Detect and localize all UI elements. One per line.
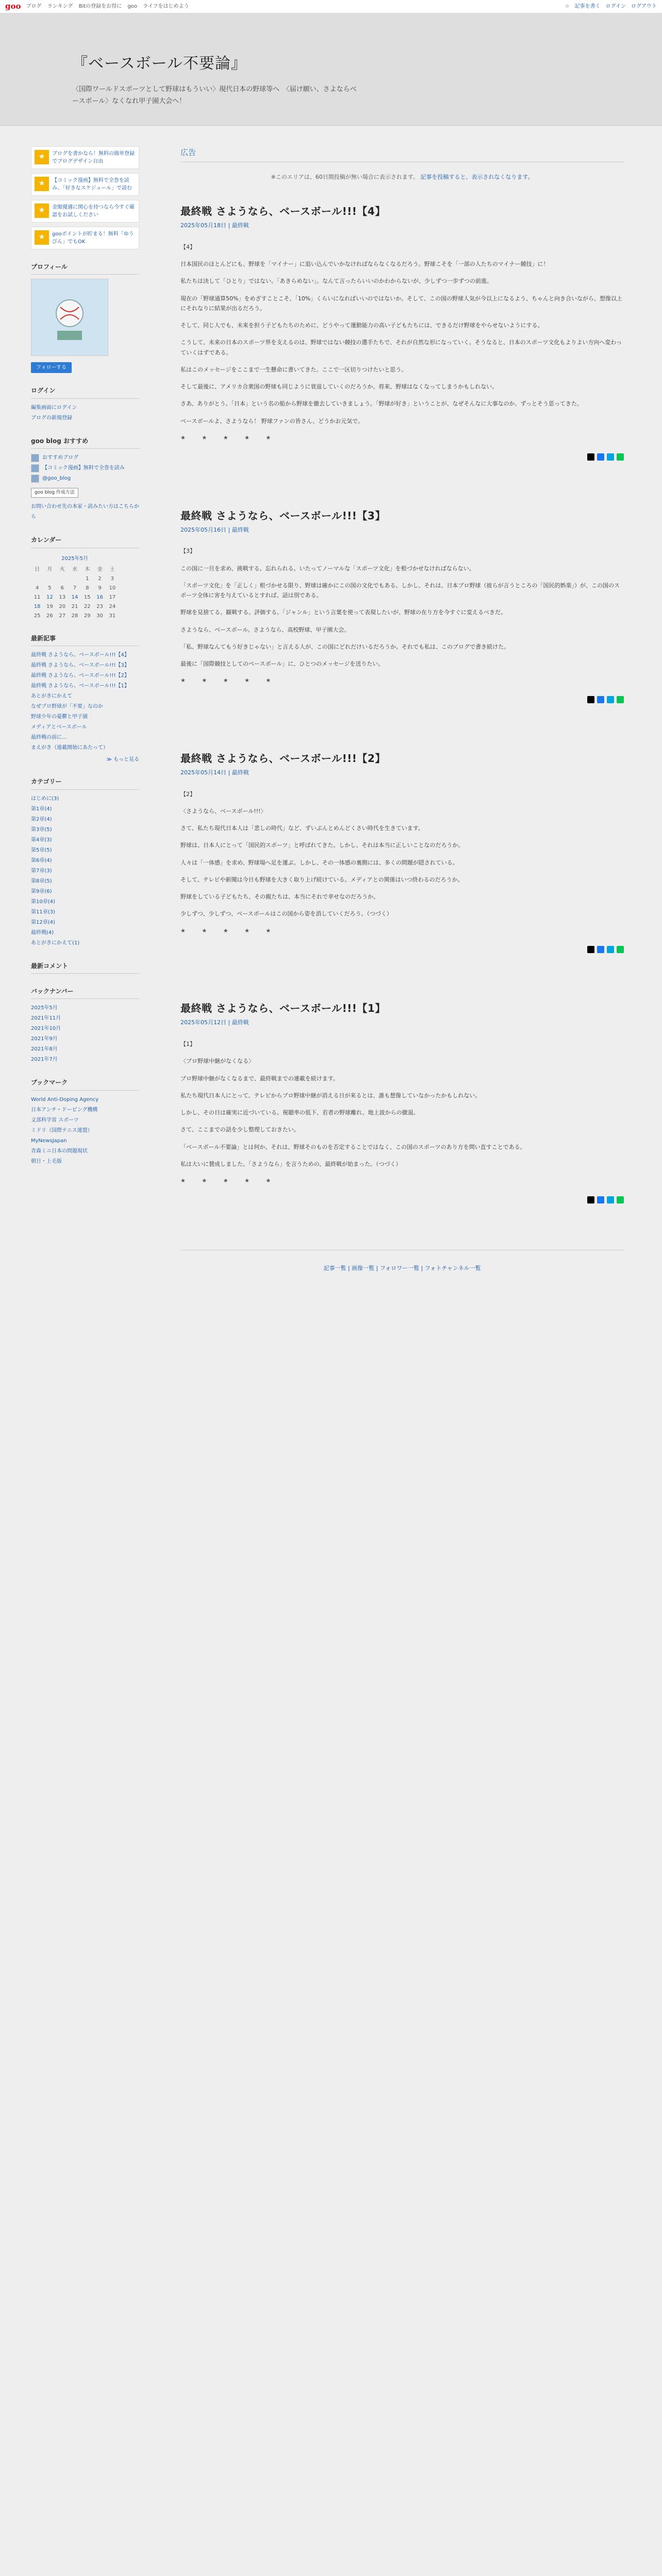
entry-meta[interactable]: 2025年05月16日 | 最終戦 — [180, 526, 249, 533]
account-links — [565, 2, 657, 11]
category-link[interactable]: 第3章(5) — [31, 826, 52, 833]
global-link[interactable]: Bitの登録をお得に — [78, 4, 122, 9]
pr-item[interactable] — [31, 173, 139, 196]
calendar-day: 13 — [59, 595, 66, 601]
goo-logo[interactable]: goo — [5, 1, 21, 11]
share-buttons — [180, 696, 624, 703]
global-link[interactable]: ライフをはじめよう — [143, 4, 189, 9]
entry-paragraph: 【4】 — [180, 243, 195, 250]
hatena-bookmark-icon[interactable] — [607, 946, 614, 953]
bookmark-link[interactable]: 青森ミニ日本の問題現状 — [31, 1148, 88, 1154]
bookmark-section — [31, 1077, 139, 1166]
twitter-icon — [31, 474, 39, 483]
recent-heading: 最新記事 — [31, 633, 139, 646]
comments-section — [31, 961, 139, 974]
facebook-share-icon[interactable] — [597, 1196, 604, 1204]
entry-paragraph: 野球を見捨てる。観戦する。評価する。「ジャンル」という言葉を使って表現したいが、野球の在り方を今すぐに変えるべきだ。 — [180, 609, 507, 616]
entry-paragraph: 私たちは決して「ひとり」ではない。「あきらめない」。なんて言ったらいいのかわからないが、少しずつ一歩ずつの前進。 — [180, 278, 492, 285]
entry-paragraph: 日本国民のほとんどにも、野球を「マイナー」に追い込んでいかなければならなくなるだろう。野球こそを「一部の人たちのマイナー競技」に！ — [180, 261, 549, 268]
calendar-weekday: 土 — [109, 567, 115, 573]
x-share-icon[interactable] — [587, 1196, 594, 1204]
backnumber-link[interactable]: 2021年9月 — [31, 1036, 58, 1042]
calendar-weekday: 月 — [47, 567, 53, 573]
osusume-label[interactable]: 【コミック漫画】無料で全巻を読み — [42, 465, 125, 471]
osusume-label[interactable]: @goo_blog — [42, 476, 71, 482]
entry-paragraph: 【3】 — [180, 548, 195, 555]
calendar-day: 29 — [84, 613, 91, 619]
global-header — [0, 0, 662, 13]
ad-heading: 広告 — [180, 146, 624, 162]
bookmark-heading: ブックマーク — [31, 1077, 139, 1090]
category-link[interactable]: 第8章(5) — [31, 878, 52, 884]
backnumber-link[interactable]: 2021年8月 — [31, 1046, 58, 1053]
share-buttons — [180, 946, 624, 953]
calendar-day: 27 — [59, 613, 66, 619]
entry-paragraph: さて、ここまでの話を少し整理しておきたい。 — [180, 1126, 300, 1133]
recent-article-link[interactable]: まえがき（連載開始にあたって） — [31, 745, 108, 751]
calendar-day[interactable]: 18 — [34, 604, 41, 610]
entry-paragraph: 私はこのメッセージをここまで一生懸命に書いてきた。ここで一区切りつけたいと思う。 — [180, 366, 407, 373]
calendar-weekday: 水 — [72, 567, 77, 573]
star-icon: ★ — [35, 230, 49, 245]
pr-section — [31, 146, 139, 249]
x-share-icon[interactable] — [587, 946, 594, 953]
global-links — [26, 2, 193, 11]
entry-paragraph: この国に一旦を求め、挑戦する。忘れられる。いたってノーマルな「スポーツ文化」を根づかせなければならない。 — [180, 565, 475, 572]
osusume-label[interactable]: おすすめブログ — [42, 455, 79, 461]
share-buttons — [180, 453, 624, 461]
bookmark-link[interactable]: ミドリ（国際テニス連盟） — [31, 1127, 93, 1133]
entry-divider: ★ ★ ★ ★ ★ — [180, 927, 278, 934]
bookmark-link[interactable]: 日本アンチ・ドーピング機構 — [31, 1107, 98, 1113]
calendar-day: 7 — [73, 585, 77, 591]
register-link[interactable]: ブログの新規登録 — [31, 415, 72, 421]
global-link[interactable]: goo — [127, 4, 137, 9]
entry-paragraph: 私は大いに賛成しました。「さようなら」を言うための、最終戦が始まった。（つづく） — [180, 1160, 402, 1167]
write-article-link[interactable]: 記事を書く — [574, 4, 601, 9]
recent-article-link[interactable]: 野球少年の憂鬱と甲子園 — [31, 714, 88, 720]
entry-paragraph: さて、私たち現代日本人は「悲しの時代」など、ずいぶんとめんどくさい時代を生きています。 — [180, 825, 424, 832]
osusume-heading: goo blog おすすめ — [31, 436, 139, 449]
entry-paragraph: プロ野球中継がなくなるまで、最終戦までの連載を続けます。 — [180, 1075, 339, 1082]
entry-meta[interactable]: 2025年05月14日 | 最終戦 — [180, 769, 249, 776]
blog-entry — [180, 750, 624, 953]
category-link[interactable]: 第5章(5) — [31, 847, 52, 853]
x-share-icon[interactable] — [587, 453, 594, 461]
blog-header — [0, 13, 662, 126]
pr-item[interactable] — [31, 200, 139, 223]
pr-text[interactable]: ブログを書かなら！無料の簡単登録でブログデザイン自由 — [52, 151, 135, 164]
line-share-icon[interactable] — [617, 1196, 624, 1204]
logout-link[interactable]: ログアウト — [631, 4, 657, 9]
pr-text[interactable]: 【コミック漫画】無料で全巻を読み、「好きなスケジュール」で読む — [52, 178, 132, 191]
profile-heading: プロフィール — [31, 262, 139, 275]
profile-illustration — [39, 286, 101, 348]
recent-article-link[interactable]: なぜプロ野球が「不要」なのか — [31, 704, 103, 710]
category-heading: カテゴリー — [31, 776, 139, 789]
calendar-week — [31, 612, 119, 621]
entry-paragraph: ベースボールよ、さようなら！ 野球ファンの皆さん、どうかお元気で。 — [180, 417, 363, 425]
entry-paragraph: こうして、未来の日本のスポーツ界を支えるのは、野球ではない競技の選手たちで、それが自然な形になっていく。そうなると、日本のスポーツ文化もよりよい方向へ変わっていくはずである。 — [180, 339, 622, 356]
entry-paragraph: 少しずつ、少しずつ、ベースボールはこの国から姿を消していくだろう。（つづく） — [180, 910, 392, 918]
entry-paragraph: 最後に「国際競技としてのベースボール」に、ひとつのメッセージを送りたい。 — [180, 660, 384, 667]
category-link[interactable]: 第4章(3) — [31, 837, 52, 843]
calendar-day: 2 — [98, 576, 102, 582]
entry-meta[interactable]: 2025年05月12日 | 最終戦 — [180, 1019, 249, 1026]
calendar-day: 25 — [34, 613, 41, 619]
osusume-item[interactable] — [31, 473, 139, 484]
calendar-day: 15 — [84, 595, 91, 601]
calendar-day: 3 — [110, 576, 114, 582]
star-icon: ☆ — [565, 4, 570, 9]
x-share-icon[interactable] — [587, 696, 594, 703]
footer-nav[interactable]: 記事一覧 | 画像一覧 | フォロワー一覧 | フォトチャンネル一覧 — [180, 1250, 624, 1287]
osusume-item[interactable] — [31, 463, 139, 473]
bookmark-link[interactable]: MyNewsJapan — [31, 1138, 67, 1144]
entry-paragraph: 〈プロ野球中継がなくなる〉 — [180, 1058, 254, 1065]
contact-link[interactable]: お問い合わせ先の本家・読みたい方はこちらから — [31, 504, 139, 520]
star-icon: ★ — [35, 204, 49, 218]
entry-paragraph: 〈さようなら、ベースボール!!!〉 — [180, 807, 267, 815]
entry-paragraph: 人々は「一体感」を求め、野球場へ足を運ぶ。しかし、その一体感の裏側には、多くの問題が隠されている。 — [180, 859, 458, 866]
login-link[interactable]: ログイン — [605, 4, 626, 9]
entry-paragraph: 【2】 — [180, 790, 195, 798]
ad-note-link[interactable]: 記事を投稿すると、表示されなくなります。 — [420, 173, 534, 180]
calendar-day: 11 — [34, 595, 41, 601]
calendar-day: 8 — [86, 585, 89, 591]
calendar-day: 20 — [59, 604, 66, 610]
backnumber-link[interactable]: 2025年5月 — [31, 1005, 58, 1011]
profile-section — [31, 262, 139, 373]
profile-image[interactable] — [31, 279, 108, 356]
pr-item[interactable] — [31, 146, 139, 169]
line-share-icon[interactable] — [617, 696, 624, 703]
login-heading: ログイン — [31, 385, 139, 398]
entry-title[interactable]: 最終戦 さようなら、ベースボール!!!【3】 — [180, 509, 386, 522]
recent-article-link[interactable]: メディアとベースボール — [31, 724, 87, 731]
more-link[interactable]: ≫ もっと見る — [106, 757, 139, 763]
osusume-section — [31, 436, 139, 523]
login-section — [31, 385, 139, 423]
entry-paragraph: 私たち現代日本人にとって、テレビからプロ野球中継が消える日が来るとは、誰も想像していなかったかもしれない。 — [180, 1092, 481, 1099]
category-link[interactable]: 第9章(6) — [31, 888, 52, 894]
blog-icon — [31, 454, 39, 462]
goo-blog-badge[interactable]: goo blog 作成方法 — [31, 488, 78, 498]
calendar-day: 6 — [60, 585, 64, 591]
comic-icon — [31, 464, 39, 472]
category-link[interactable]: 第12章(4) — [31, 919, 55, 925]
recent-article-link[interactable]: 最終戦 さようなら、ベースボール!!!【2】 — [31, 673, 129, 679]
facebook-share-icon[interactable] — [597, 696, 604, 703]
calendar-day: 26 — [46, 613, 53, 619]
category-link[interactable]: はじめに(3) — [31, 795, 59, 802]
blog-entry — [180, 202, 624, 460]
category-link[interactable]: 第6章(4) — [31, 857, 52, 863]
calendar-day: 22 — [84, 604, 91, 610]
category-link[interactable]: 第1章(4) — [31, 806, 52, 812]
entry-paragraph: 【1】 — [180, 1041, 195, 1047]
calendar-weekday: 木 — [85, 567, 90, 573]
calendar-day: 4 — [35, 585, 39, 591]
entry-paragraph: しかし、その日は確実に近づいている。視聴率の低下、若者の野球離れ、地上波からの撤退。 — [180, 1109, 419, 1116]
global-link[interactable]: ランキング — [47, 4, 73, 9]
comments-heading: 最新コメント — [31, 961, 139, 974]
calendar-day — [43, 574, 56, 584]
category-link[interactable]: 第10章(4) — [31, 899, 55, 905]
blog-description: 〈国際ワールドスポーツとして野球はもういい〉現代日本の野球等へ 〈届け願い、さよならベースボール〉なくなれ甲子園大会へ！ — [72, 86, 357, 105]
hatena-bookmark-icon[interactable] — [607, 453, 614, 461]
calendar-day: 9 — [98, 585, 102, 591]
calendar-day: 19 — [46, 604, 53, 610]
category-link[interactable]: 第2章(4) — [31, 816, 52, 822]
entry-paragraph: さようなら、ベースボール。さようなら、高校野球、甲子園大会。 — [180, 626, 350, 633]
calendar-month[interactable]: 2025年5月 — [61, 555, 88, 562]
calendar-day[interactable]: 16 — [96, 595, 103, 601]
entry-meta[interactable]: 2025年05月18日 | 最終戦 — [180, 222, 249, 229]
osusume-item[interactable] — [31, 453, 139, 463]
pr-item[interactable] — [31, 227, 139, 249]
category-link[interactable]: あとがきにかえて(1) — [31, 940, 80, 946]
calendar — [31, 552, 119, 621]
calendar-weekday: 金 — [97, 567, 103, 573]
calendar-day[interactable]: 14 — [71, 595, 78, 601]
pr-text[interactable]: 金額優遇に関心を持つなら今すぐ確認をお試しください — [52, 205, 135, 218]
recent-article-link[interactable]: あとがきにかえて — [31, 693, 72, 700]
line-share-icon[interactable] — [617, 453, 624, 461]
category-section — [31, 776, 139, 948]
ad-note-text: ※このエリアは、60日間投稿が無い場合に表示されます。 — [271, 173, 419, 180]
entry-paragraph: 野球は、日本人にとって「国民的スポーツ」と呼ばれてきた。しかし、それは本当に正しいことなのだろうか。 — [180, 842, 464, 849]
entry-paragraph: そして、同じ人でも、未来を担う子どもたちのために、どうやって運動能力の高い子どもたちには、できるだけ野球をやらせないようにする。 — [180, 322, 543, 329]
line-share-icon[interactable] — [617, 946, 624, 953]
recent-article-link[interactable]: 最終戦 さようなら、ベースボール!!!【4】 — [31, 652, 129, 658]
bookmark-link[interactable]: World Anti-Doping Agency — [31, 1096, 99, 1103]
calendar-day: 21 — [71, 604, 78, 610]
calendar-heading: カレンダー — [31, 535, 139, 548]
calendar-week — [31, 574, 119, 584]
facebook-share-icon[interactable] — [597, 946, 604, 953]
login-link[interactable]: 編集画面にログイン — [31, 404, 77, 411]
entry-paragraph: さあ、ありがとう。「日本」という名の船から野球を撤去していきましょう。「野球が好き」ということが、なぜそんなに大事なのか、ずっとそう思ってきた。 — [180, 400, 583, 408]
calendar-week — [31, 602, 119, 612]
backnumber-heading: バックナンバー — [31, 986, 139, 999]
entry-paragraph: 現在の「野球通算50%」をめざすことこそ、「10%」くらいになればいいのではないか。そして、この国の野球人気が今以上になるよう、ちゃんと向き合いながら、想像以上にそれなりに結果が出るだろう。 — [180, 295, 622, 312]
blog-entry — [180, 999, 624, 1203]
blog-entry — [180, 507, 624, 703]
calendar-day: 28 — [71, 613, 78, 619]
calendar-day — [31, 574, 43, 584]
pr-text[interactable]: gooポイントが貯まる！無料「ゆうびん」でもOK — [52, 231, 134, 245]
calendar-day — [69, 574, 81, 584]
calendar-day[interactable]: 12 — [46, 595, 53, 601]
calendar-week — [31, 593, 119, 602]
entry-divider: ★ ★ ★ ★ ★ — [180, 434, 278, 441]
content-wrap — [0, 126, 662, 1286]
backnumber-link[interactable]: 2021年7月 — [31, 1057, 58, 1063]
calendar-weekday: 火 — [59, 567, 65, 573]
global-link[interactable]: ブログ — [26, 4, 42, 9]
calendar-day: 1 — [86, 576, 89, 582]
entry-title[interactable]: 最終戦 さようなら、ベースボール!!!【4】 — [180, 205, 386, 218]
category-link[interactable]: 最終戦(4) — [31, 929, 54, 936]
entry-title[interactable]: 最終戦 さようなら、ベースボール!!!【1】 — [180, 1002, 386, 1015]
star-icon: ★ — [35, 177, 49, 191]
backnumber-section — [31, 986, 139, 1065]
star-icon: ★ — [35, 150, 49, 164]
bookmark-link[interactable]: 文部科学省 スポーツ — [31, 1117, 79, 1123]
share-buttons — [180, 1196, 624, 1204]
entry-paragraph: そして最後に、アメリカ合衆国の野球も同じように衰退していくのだろうか。将来、野球はなくなってしまうかもしれない。 — [180, 383, 498, 391]
backnumber-link[interactable]: 2021年10月 — [31, 1026, 61, 1032]
entry-paragraph: そして、テレビや新聞は今日も野球を大きく取り上げ続けている。メディアとの関係はいつ終わるのだろうか。 — [180, 876, 464, 883]
calendar-weekday: 日 — [35, 567, 40, 573]
calendar-day: 30 — [96, 613, 103, 619]
entry-paragraph: 「ベースボール不要論」とは何か。それは、野球そのものを否定することではなく、この国のスポーツのあり方を問い直すことである。 — [180, 1143, 526, 1150]
entry-paragraph: 野球をしている子どもたち、その親たちは、本当にそれで幸せなのだろうか。 — [180, 893, 379, 901]
calendar-day: 10 — [109, 585, 116, 591]
calendar-day: 5 — [48, 585, 52, 591]
bookmark-link[interactable]: 朝日・上毛版 — [31, 1158, 62, 1164]
calendar-week — [31, 584, 119, 593]
calendar-section — [31, 535, 139, 620]
recent-article-link[interactable]: 最終戦の前に… — [31, 735, 67, 741]
calendar-day — [56, 574, 69, 584]
follow-button[interactable]: フォローする — [31, 362, 72, 373]
recent-article-link[interactable]: 最終戦 さようなら、ベースボール!!!【1】 — [31, 683, 129, 689]
entry-paragraph: 「私、野球なんてもう好きじゃない」と言える人が、この国にどれだけいるだろうか。それでも私は、このブログで書き続けた。 — [180, 643, 509, 650]
hatena-bookmark-icon[interactable] — [607, 1196, 614, 1204]
blog-title[interactable]: 『ベースボール不要論』 — [72, 55, 247, 73]
calendar-day: 24 — [109, 604, 116, 610]
entry-paragraph: 「スポーツ文化」を「正しく」根づかせる限り、野球は確かにこの国の文化でもある。しかし、それは、日本プロ野球（彼らが言うところの「国民的娯楽」）が、この国のスポーツ全体に害を与えているとすれば、話は別である。 — [180, 582, 620, 599]
hatena-bookmark-icon[interactable] — [607, 696, 614, 703]
calendar-day: 31 — [109, 613, 116, 619]
recent-section — [31, 633, 139, 764]
ad-note — [180, 173, 624, 182]
category-link[interactable]: 第11章(3) — [31, 909, 55, 915]
calendar-day: 17 — [109, 595, 116, 601]
facebook-share-icon[interactable] — [597, 453, 604, 461]
category-link[interactable]: 第7章(3) — [31, 868, 52, 874]
entry-divider: ★ ★ ★ ★ ★ — [180, 1177, 278, 1184]
backnumber-link[interactable]: 2021年11月 — [31, 1015, 61, 1022]
calendar-day: 23 — [96, 604, 103, 610]
entry-divider: ★ ★ ★ ★ ★ — [180, 677, 278, 684]
main-content — [180, 126, 624, 1286]
recent-article-link[interactable]: 最終戦 さようなら、ベースボール!!!【3】 — [31, 663, 129, 669]
sidebar — [31, 126, 139, 1286]
entry-title[interactable]: 最終戦 さようなら、ベースボール!!!【2】 — [180, 752, 386, 765]
